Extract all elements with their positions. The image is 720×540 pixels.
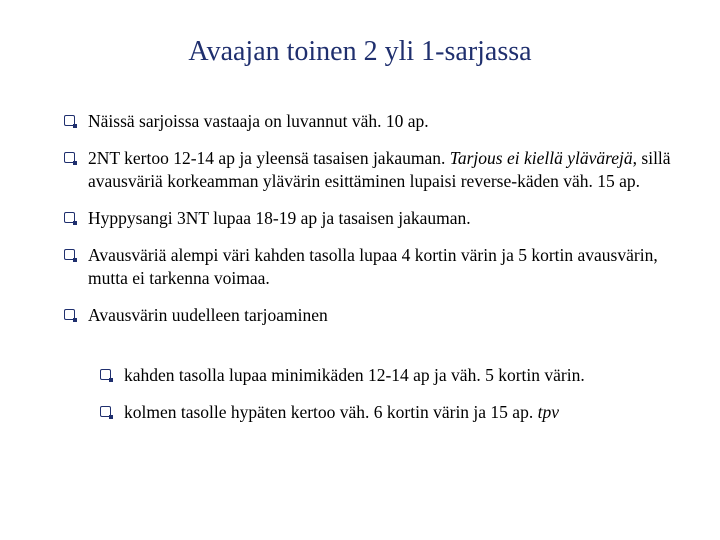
bullet-item-rebid (62, 304, 682, 327)
bullet-text: 2NT kertoo 12-14 ap ja yleensä tasaisen jakauman. (88, 148, 450, 168)
hollow-square-bullet-icon (64, 309, 75, 320)
hollow-square-bullet-icon (64, 115, 75, 126)
hollow-square-bullet-icon (64, 249, 75, 260)
hollow-square-bullet-icon (100, 406, 111, 417)
bullet-text: Hyppysangi 3NT lupaa 18-19 ap ja tasaisen jakauman. (88, 208, 471, 228)
bullet-item-3nt (62, 207, 682, 230)
bullet-text: Avausvärin uudelleen tarjoaminen (88, 305, 328, 325)
sub-bullet-text: kolmen tasolle hypäten kertoo väh. 6 kortin värin ja 15 ap. (124, 402, 538, 422)
bullet-text: Näissä sarjoissa vastaaja on luvannut väh. 10 ap. (88, 111, 429, 131)
sub-bullet-text: kahden tasolla lupaa minimikäden 12-14 ap ja väh. 5 kortin värin. (124, 365, 585, 385)
sub-bullet-list (100, 364, 700, 438)
bullet-item-2nt (62, 147, 682, 193)
sub-bullet-text-italic: tpv (537, 402, 559, 422)
bullet-text: Avausväriä alempi väri kahden tasolla lupaa 4 kortin värin ja 5 kortin avausvärin, mutta ei tarkenna voimaa. (88, 245, 658, 288)
bullet-text-italic: Tarjous ei kiellä ylävärejä (449, 148, 633, 168)
slide-title: Avaajan toinen 2 yli 1-sarjassa (188, 36, 532, 67)
sub-bullet-item-three-level (100, 401, 700, 424)
bullet-item-lower-suit (62, 244, 682, 290)
hollow-square-bullet-icon (64, 152, 75, 163)
sub-bullet-item-two-level (100, 364, 700, 387)
hollow-square-bullet-icon (100, 369, 111, 380)
bullet-item-opener-values (62, 110, 682, 133)
hollow-square-bullet-icon (64, 212, 75, 223)
bullet-list (62, 110, 682, 341)
bullet-text-rest: , sillä avausväriä korkeamman ylävärin esittäminen lupaisi reverse-käden väh. 15 ap. (88, 148, 671, 191)
